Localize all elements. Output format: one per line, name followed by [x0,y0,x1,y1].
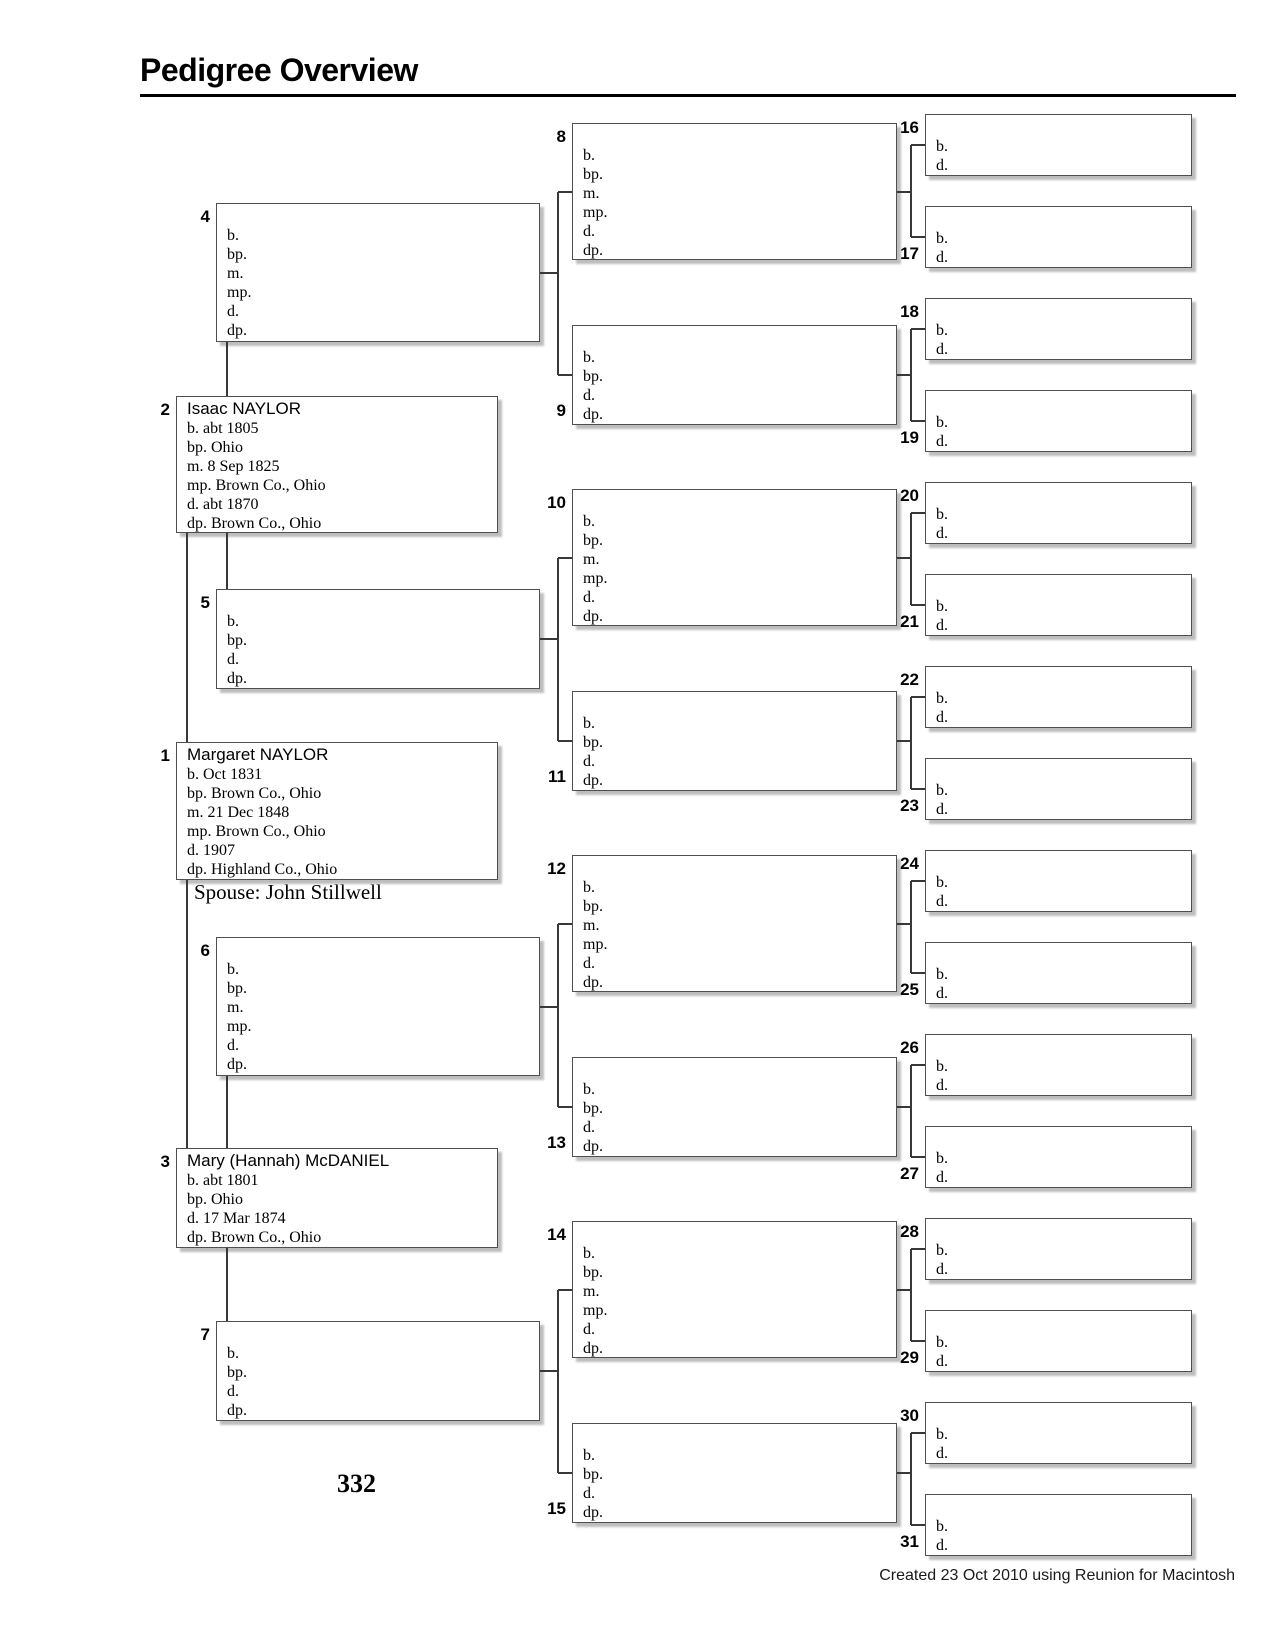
field-line-bp: bp. Brown Co., Ohio [187,785,322,802]
person-box-13 [547,1057,897,1157]
person-number: 18 [900,302,919,321]
connector-line [540,638,558,640]
person-box-7 [200,1321,540,1421]
field-line-bp: bp. [583,532,603,549]
person-number: 21 [900,612,919,631]
field-line-d: d. [583,223,595,240]
person-box-16 [900,114,1192,176]
person-number: 3 [160,1152,170,1171]
person-name [583,492,886,512]
connector-line [558,557,572,559]
connector-line [186,533,188,742]
person-number: 20 [900,486,919,505]
field-line-d: d. [936,433,948,450]
field-line-b: b. [936,138,948,155]
field-line-b: b. Oct 1831 [187,766,263,783]
connector-line [910,145,912,237]
person-number: 11 [548,767,566,786]
field-line-b: b. [936,1242,948,1259]
connector-line [897,740,911,742]
spouse-note: Spouse: John Stillwell [194,880,382,904]
field-line-d: d. [936,525,948,542]
person-number: 31 [900,1532,919,1551]
field-line-d: d. [583,387,595,404]
page-title: Pedigree Overview [140,52,418,88]
person-name [936,209,1181,229]
person-name [936,393,1181,413]
connector-line [558,191,572,193]
field-line-bp: bp. [583,734,603,751]
connector-line [897,191,911,193]
field-line-dp: dp. [583,772,603,789]
person-name [936,1037,1181,1057]
field-line-bp: bp. [583,1100,603,1117]
field-line-d: d. [936,249,948,266]
person-number: 4 [200,207,210,226]
connector-line [557,192,559,375]
person-name [936,1497,1181,1517]
field-line-mp: mp. [583,1302,608,1319]
connector-line [911,604,925,606]
field-line-d: d. [936,709,948,726]
person-number: 14 [547,1225,566,1244]
field-line-bp: bp. [227,1364,247,1381]
person-number: 26 [900,1038,919,1057]
connector-line [911,788,925,790]
field-line-b: b. [227,227,239,244]
field-line-bp: bp. [583,1466,603,1483]
field-line-d: d. [936,1261,948,1278]
person-number: 1 [160,746,170,765]
connector-line [558,1289,572,1291]
connector-line [557,558,559,741]
person-number: 16 [900,118,919,137]
person-name [583,1426,886,1446]
person-name: Isaac NAYLOR [187,399,302,418]
person-name [936,669,1181,689]
field-line-b: b. [936,506,948,523]
person-box-15 [547,1423,897,1523]
connector-line [910,1065,912,1157]
connector-line [558,1472,572,1474]
person-number: 29 [900,1348,919,1367]
field-line-b: b. [936,1426,948,1443]
person-name: Margaret NAYLOR [187,745,329,764]
field-line-b: b. [936,1058,948,1075]
field-line-d: d. [583,1321,595,1338]
person-box-10 [547,489,897,626]
person-number: 9 [556,401,566,420]
person-box-2 [160,396,498,533]
connector-line [910,329,912,421]
field-line-b: b. [936,322,948,339]
person-box-25 [900,942,1192,1004]
field-line-dp: dp. [583,406,603,423]
field-line-bp: bp. [583,166,603,183]
person-box-1 [160,742,498,880]
title-underline [140,94,1236,97]
field-line-d: d. [583,955,595,972]
person-box-6 [200,937,540,1076]
field-line-mp: mp. [227,284,252,301]
person-number: 8 [556,127,566,146]
field-line-b: b. [936,1334,948,1351]
connector-line [911,1156,925,1158]
field-line-b: b. [936,230,948,247]
person-number: 23 [900,796,919,815]
person-number: 5 [200,593,210,612]
person-box-19 [900,390,1192,452]
field-line-m: m. [227,999,244,1016]
connector-line [540,1006,558,1008]
person-name [936,577,1181,597]
field-line-b: b. [583,1245,595,1262]
connector-line [897,1106,911,1108]
field-line-d: d. [936,985,948,1002]
field-line-dp: dp. Brown Co., Ohio [187,515,322,532]
person-number: 27 [900,1164,919,1183]
connector-line [911,512,925,514]
field-line-bp: bp. Ohio [187,1191,243,1208]
person-name [936,1221,1181,1241]
person-name [936,1313,1181,1333]
connector-line [897,1472,911,1474]
connector-line [226,342,228,396]
person-number: 7 [200,1325,210,1344]
connector-line [911,236,925,238]
field-line-b: b. [936,598,948,615]
field-line-d: d. [227,303,239,320]
footer-credit: Created 23 Oct 2010 using Reunion for Macintosh [879,1567,1235,1584]
field-line-dp: dp. [227,670,247,687]
person-name: Mary (Hannah) McDANIEL [187,1151,390,1170]
field-line-b: b. [936,1518,948,1535]
connector-line [911,1248,925,1250]
field-line-d: d. [936,157,948,174]
person-number: 19 [900,428,919,447]
connector-line [911,1340,925,1342]
person-name [936,1405,1181,1425]
field-line-mp: mp. [583,936,608,953]
connector-line [911,144,925,146]
person-name [227,940,529,960]
field-line-d: d. [936,1537,948,1554]
field-line-d: d. [583,753,595,770]
field-line-dp: dp. [583,608,603,625]
field-line-dp: dp. [583,1138,603,1155]
field-line-d: d. 1907 [187,842,235,859]
connector-line [897,923,911,925]
connector-line [558,923,572,925]
person-name [936,945,1181,965]
connector-line [911,880,925,882]
connector-line [911,1524,925,1526]
connector-line [910,1433,912,1525]
field-line-b: b. [583,715,595,732]
field-line-mp: mp. [583,570,608,587]
field-line-bp: bp. [227,980,247,997]
field-line-d: d. [936,341,948,358]
field-line-b: b. [583,879,595,896]
field-line-b: b. abt 1805 [187,420,259,437]
field-line-m: m. [583,917,600,934]
person-number: 15 [547,1499,566,1518]
field-line-b: b. abt 1801 [187,1172,259,1189]
connector-line [911,420,925,422]
connector-line [226,1248,228,1321]
field-line-b: b. [583,349,595,366]
person-name [936,1129,1181,1149]
connector-line [911,1064,925,1066]
person-box-8 [556,123,897,260]
field-line-b: b. [936,414,948,431]
person-box-24 [900,850,1192,912]
field-line-dp: dp. [583,242,603,259]
connector-line [897,1289,911,1291]
person-name [936,853,1181,873]
connector-line [897,374,911,376]
person-name [227,592,529,612]
connector-line [558,740,572,742]
person-number: 25 [900,980,919,999]
person-box-4 [200,203,540,342]
field-line-b: b. [583,513,595,530]
field-line-d: d. [936,1445,948,1462]
connector-line [911,696,925,698]
person-number: 30 [900,1406,919,1425]
person-box-20 [900,482,1192,544]
field-line-m: m. [583,1283,600,1300]
person-box-22 [900,666,1192,728]
person-number: 24 [900,854,919,873]
connector-line [226,533,228,589]
person-number: 22 [900,670,919,689]
field-line-b: b. [583,1081,595,1098]
person-number: 28 [900,1222,919,1241]
field-line-bp: bp. [583,368,603,385]
person-name [583,694,886,714]
field-line-m: m. [583,551,600,568]
person-box-27 [900,1126,1192,1188]
field-line-m: m. 8 Sep 1825 [187,458,280,475]
connector-line [558,1106,572,1108]
connector-line [558,374,572,376]
person-number: 17 [900,244,919,263]
person-box-12 [547,855,897,992]
person-name [936,117,1181,137]
person-number: 10 [547,493,566,512]
connector-line [911,1432,925,1434]
person-number: 2 [160,400,170,419]
field-line-d: d. [583,589,595,606]
person-box-5 [200,589,540,689]
field-line-d: d. [936,1169,948,1186]
field-line-m: m. [583,185,600,202]
person-name [227,206,529,226]
field-line-d: d. [936,801,948,818]
field-line-b: b. [227,1345,239,1362]
person-box-29 [900,1310,1192,1372]
person-name [583,1224,886,1244]
connector-line [910,1249,912,1341]
field-line-d: d. [583,1485,595,1502]
field-line-b: b. [936,782,948,799]
field-line-mp: mp. [227,1018,252,1035]
connector-line [910,697,912,789]
field-line-bp: bp. [583,1264,603,1281]
person-box-18 [900,298,1192,360]
person-box-30 [900,1402,1192,1464]
person-name [583,1060,886,1080]
field-line-mp: mp. Brown Co., Ohio [187,823,326,840]
field-line-bp: bp. Ohio [187,439,243,456]
person-name [227,1324,529,1344]
connector-line [910,881,912,973]
connector-line [557,1290,559,1473]
connector-line [540,272,558,274]
field-line-dp: dp. [583,1504,603,1521]
person-box-28 [900,1218,1192,1280]
field-line-b: b. [583,1447,595,1464]
field-line-d: d. [936,1077,948,1094]
field-line-bp: bp. [227,632,247,649]
field-line-d: d. [936,1353,948,1370]
field-line-d: d. abt 1870 [187,496,259,513]
field-line-b: b. [936,966,948,983]
person-number: 6 [200,941,210,960]
person-number: 12 [547,859,566,878]
field-line-dp: dp. [227,1402,247,1419]
field-line-b: b. [227,613,239,630]
field-line-d: d. [583,1119,595,1136]
field-line-b: b. [583,147,595,164]
person-name [936,485,1181,505]
field-line-dp: dp. [227,1056,247,1073]
person-name [936,761,1181,781]
field-line-b: b. [936,874,948,891]
person-name [583,328,886,348]
person-box-3 [160,1148,498,1248]
field-line-dp: dp. [583,974,603,991]
connector-line [911,328,925,330]
page-number: 332 [337,1469,376,1498]
field-line-dp: dp. Highland Co., Ohio [187,861,338,878]
person-name [583,858,886,878]
person-box-31 [900,1494,1192,1556]
connector-line [557,924,559,1107]
person-name [936,301,1181,321]
connector-line [897,557,911,559]
person-box-9 [556,325,897,425]
field-line-d: d. [227,1383,239,1400]
person-box-11 [548,691,897,791]
field-line-d: d. 17 Mar 1874 [187,1210,286,1227]
person-box-14 [547,1221,897,1358]
field-line-bp: bp. [583,898,603,915]
connector-line [226,1076,228,1148]
field-line-mp: mp. Brown Co., Ohio [187,477,326,494]
person-number: 13 [547,1133,566,1152]
connector-line [540,1370,558,1372]
field-line-m: m. 21 Dec 1848 [187,804,290,821]
field-line-b: b. [227,961,239,978]
person-box-21 [900,574,1192,636]
field-line-d: d. [936,617,948,634]
field-line-d: d. [227,651,239,668]
field-line-d: d. [936,893,948,910]
person-box-26 [900,1034,1192,1096]
field-line-dp: dp. Brown Co., Ohio [187,1229,322,1246]
connector-line [911,972,925,974]
field-line-b: b. [936,1150,948,1167]
field-line-d: d. [227,1037,239,1054]
connector-line [910,513,912,605]
field-line-b: b. [936,690,948,707]
person-box-17 [900,206,1192,268]
person-box-23 [900,758,1192,820]
field-line-dp: dp. [583,1340,603,1357]
field-line-bp: bp. [227,246,247,263]
field-line-dp: dp. [227,322,247,339]
connector-line [186,880,188,1148]
field-line-m: m. [227,265,244,282]
field-line-mp: mp. [583,204,608,221]
person-name [583,126,886,146]
